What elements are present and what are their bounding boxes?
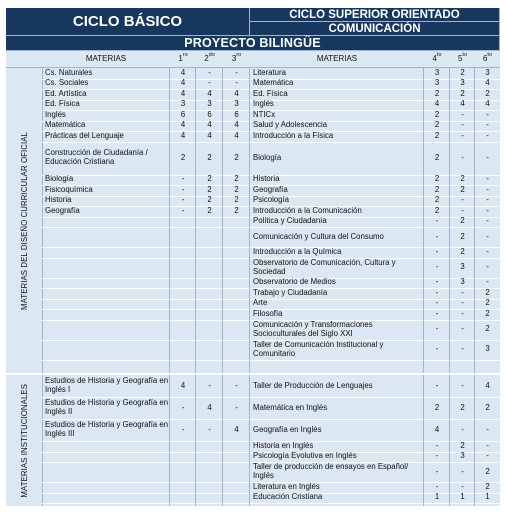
hours-cell: - bbox=[435, 481, 439, 491]
hours-cell bbox=[223, 217, 250, 228]
hours-cell: 2 bbox=[485, 308, 490, 318]
subject-cell bbox=[42, 452, 170, 463]
subject-cell: Construcción de Ciudadanía / Educación Cristiana bbox=[45, 148, 148, 166]
hours-cell: 2 bbox=[485, 481, 490, 491]
hours-cell: 2 bbox=[485, 402, 490, 412]
hours-cell: 4 bbox=[485, 78, 490, 88]
hours-cell bbox=[223, 340, 250, 360]
hours-cell bbox=[196, 309, 223, 320]
hours-cell: - bbox=[435, 440, 439, 450]
hours-cell: 2 bbox=[434, 205, 440, 215]
hours-cell: - bbox=[461, 380, 464, 390]
hours-cell bbox=[223, 493, 250, 504]
hours-cell: 2 bbox=[207, 195, 212, 205]
hours-cell: 4 bbox=[485, 99, 490, 109]
table-row bbox=[42, 142, 500, 176]
hours-cell: 2 bbox=[485, 324, 490, 334]
hours-cell: - bbox=[461, 120, 464, 130]
hours-cell: 2 bbox=[434, 109, 440, 119]
subject-cell: Taller de Comunicación Institucional y Comunitario bbox=[253, 339, 384, 358]
hours-cell: 4 bbox=[434, 99, 440, 109]
hours-cell: 2 bbox=[434, 184, 440, 194]
hours-cell: - bbox=[435, 216, 439, 226]
hours-cell: - bbox=[461, 205, 464, 215]
subject-cell: Geografía bbox=[253, 184, 288, 194]
hours-cell: - bbox=[435, 451, 439, 461]
hours-cell: 2 bbox=[460, 231, 465, 241]
hours-cell: - bbox=[235, 380, 238, 390]
hours-cell: - bbox=[208, 424, 211, 434]
hours-cell: 2 bbox=[207, 174, 212, 184]
hours-cell: - bbox=[435, 324, 439, 334]
table-row bbox=[42, 375, 500, 398]
column-divider bbox=[423, 375, 424, 506]
hours-cell: - bbox=[486, 130, 489, 140]
hours-cell: 4 bbox=[180, 130, 186, 140]
hours-cell: 3 bbox=[207, 99, 212, 109]
oficial-rows bbox=[42, 68, 500, 373]
hours-cell: 2 bbox=[460, 216, 465, 226]
hours-cell: 2 bbox=[207, 184, 212, 194]
hours-cell bbox=[170, 482, 196, 493]
subject-cell bbox=[42, 462, 170, 482]
hours-cell: - bbox=[461, 308, 464, 318]
subject-cell: Geografía bbox=[45, 205, 80, 215]
hours-cell bbox=[170, 320, 196, 340]
hours-cell: 4 bbox=[180, 78, 186, 88]
hours-cell: 1 bbox=[460, 492, 465, 502]
hours-cell: 2 bbox=[207, 152, 212, 162]
column-divider bbox=[474, 375, 475, 506]
hours-cell: - bbox=[461, 109, 464, 119]
hours-cell: - bbox=[486, 120, 489, 130]
hours-cell: 6 bbox=[234, 109, 239, 119]
column-divider bbox=[169, 375, 170, 506]
subject-cell: Observatorio de Comunicación, Cultura y Sociedad bbox=[253, 257, 396, 276]
hours-cell: 2 bbox=[234, 184, 239, 194]
hours-cell: - bbox=[486, 277, 489, 287]
hours-cell: - bbox=[181, 174, 185, 184]
col-year-2: $2^{do}$ bbox=[204, 52, 215, 63]
orientacion-header: COMUNICACIÓN bbox=[250, 22, 500, 36]
subject-cell: Taller de producción de ensayos en Español/ Inglés bbox=[253, 462, 409, 480]
hours-cell: - bbox=[486, 109, 489, 119]
hours-cell: 3 bbox=[485, 67, 490, 77]
hours-cell: 2 bbox=[434, 174, 440, 184]
hours-cell bbox=[223, 482, 250, 493]
hours-cell bbox=[196, 462, 223, 482]
hours-cell: - bbox=[486, 216, 489, 226]
subject-cell: Psicología Evolutiva en Inglés bbox=[253, 451, 357, 461]
subject-cell: Salud y Adolescencia bbox=[253, 120, 328, 130]
hours-cell: - bbox=[435, 262, 439, 272]
hours-cell: 4 bbox=[434, 424, 440, 434]
col-year-3: $3^{ro}$ bbox=[231, 52, 242, 63]
hours-cell: 4 bbox=[180, 88, 186, 98]
hours-cell: 3 bbox=[180, 99, 186, 109]
hours-cell: 3 bbox=[485, 344, 490, 354]
hours-cell: - bbox=[181, 195, 185, 205]
hours-cell bbox=[196, 441, 223, 452]
hours-cell: 3 bbox=[460, 78, 465, 88]
hours-cell: 2 bbox=[485, 287, 490, 297]
hours-cell: 3 bbox=[460, 451, 465, 461]
subject-cell: Trabajo y Ciudadanía bbox=[253, 287, 328, 297]
hours-cell bbox=[196, 258, 223, 278]
subject-cell bbox=[42, 309, 170, 320]
hours-cell bbox=[196, 288, 223, 299]
column-divider bbox=[474, 68, 475, 373]
hours-cell: - bbox=[435, 287, 439, 297]
hours-cell bbox=[196, 227, 223, 247]
ciclo-basico-header: CICLO BÁSICO bbox=[6, 8, 250, 36]
hours-cell bbox=[196, 482, 223, 493]
hours-cell: 2 bbox=[180, 152, 186, 162]
subject-cell: Comunicación y Transformaciones Socioculturales del Siglo XXI bbox=[253, 319, 373, 338]
subject-cell: Cs. Naturales bbox=[45, 67, 93, 77]
hours-cell: - bbox=[435, 380, 439, 390]
subject-cell: Ed. Artística bbox=[45, 88, 87, 98]
hours-cell: 4 bbox=[180, 380, 186, 390]
hours-cell: 2 bbox=[234, 195, 239, 205]
hours-cell: 4 bbox=[234, 120, 239, 130]
subject-cell: Biología bbox=[253, 152, 282, 162]
column-divider bbox=[423, 68, 424, 373]
column-divider bbox=[195, 68, 196, 373]
subject-cell: Política y Ciudadanía bbox=[253, 216, 327, 226]
column-divider bbox=[169, 68, 170, 373]
hours-cell bbox=[170, 462, 196, 482]
hours-cell: 2 bbox=[434, 130, 440, 140]
hours-cell: - bbox=[486, 424, 489, 434]
hours-cell: 4 bbox=[207, 130, 212, 140]
subject-cell: Inglés bbox=[253, 99, 274, 109]
oficial-section bbox=[6, 68, 500, 373]
hours-cell bbox=[196, 247, 223, 258]
hours-cell: - bbox=[486, 184, 489, 194]
col-materias-left: MATERIAS bbox=[85, 54, 127, 63]
hours-cell: - bbox=[461, 324, 464, 334]
column-divider bbox=[222, 375, 223, 506]
subject-cell: Comunicación y Cultura del Consumo bbox=[253, 231, 384, 241]
hours-cell: 2 bbox=[434, 120, 440, 130]
hours-cell bbox=[223, 278, 250, 289]
header-band bbox=[6, 8, 500, 36]
subject-cell: NTICx bbox=[253, 109, 276, 119]
subject-cell bbox=[42, 441, 170, 452]
col-materias-right: MATERIAS bbox=[316, 54, 358, 63]
subject-cell: Introducción a la Comunicación bbox=[253, 205, 362, 215]
subject-cell: Introducción a la Física bbox=[253, 130, 334, 140]
column-divider bbox=[449, 68, 450, 373]
hours-cell: - bbox=[181, 205, 185, 215]
hours-cell: - bbox=[461, 481, 464, 491]
hours-cell bbox=[170, 299, 196, 310]
subject-cell: Observatorio de Medios bbox=[253, 277, 336, 287]
subject-cell: Biología bbox=[45, 174, 74, 184]
institucionales-rows bbox=[42, 375, 500, 506]
hours-cell: - bbox=[486, 152, 489, 162]
hours-cell: 3 bbox=[460, 262, 465, 272]
subject-cell: Ed. Física bbox=[45, 99, 80, 109]
subject-cell bbox=[42, 340, 170, 360]
hours-cell: - bbox=[461, 195, 464, 205]
subject-cell: Introducción a la Química bbox=[253, 246, 342, 256]
hours-cell: 4 bbox=[460, 99, 465, 109]
hours-cell: - bbox=[461, 344, 464, 354]
subject-cell: Matemática en Inglés bbox=[253, 402, 328, 412]
table-row bbox=[42, 320, 500, 341]
subject-cell: Psicología bbox=[253, 195, 289, 205]
hours-cell bbox=[223, 247, 250, 258]
hours-cell bbox=[170, 247, 196, 258]
hours-cell: 2 bbox=[485, 88, 490, 98]
hours-cell bbox=[223, 441, 250, 452]
hours-cell: - bbox=[461, 424, 464, 434]
hours-cell: 4 bbox=[234, 130, 239, 140]
hours-cell: 1 bbox=[434, 492, 440, 502]
col-year-5: $5^{to}$ bbox=[457, 52, 468, 63]
table-row bbox=[42, 493, 500, 505]
hours-cell bbox=[170, 441, 196, 452]
hours-cell: - bbox=[235, 402, 238, 412]
hours-cell: - bbox=[486, 205, 489, 215]
subject-cell: Historia bbox=[45, 195, 72, 205]
subject-cell: Matemática bbox=[253, 78, 294, 88]
hours-cell: 2 bbox=[207, 205, 212, 215]
subject-cell: Educación Cristiana bbox=[253, 492, 323, 502]
hours-cell: 3 bbox=[234, 99, 239, 109]
subject-cell: Estudios de Historia y Geografía en Inglés I bbox=[45, 376, 169, 394]
subject-cell bbox=[42, 227, 170, 247]
hours-cell: 2 bbox=[460, 246, 465, 256]
table-row bbox=[42, 462, 500, 483]
proyecto-bilingue-header: PROYECTO BILINGÜE bbox=[6, 36, 500, 51]
column-divider bbox=[249, 68, 250, 373]
hours-cell: 2 bbox=[434, 195, 440, 205]
hours-cell: 3 bbox=[434, 67, 440, 77]
subject-cell bbox=[42, 217, 170, 228]
hours-cell bbox=[170, 227, 196, 247]
hours-cell: - bbox=[235, 67, 238, 77]
hours-cell bbox=[196, 340, 223, 360]
hours-cell: - bbox=[208, 67, 211, 77]
hours-cell: - bbox=[435, 466, 439, 476]
hours-cell: - bbox=[435, 277, 439, 287]
oficial-section-label: MATERIAS DEL DISEÑO CURRICULAR OFICIAL bbox=[6, 68, 43, 373]
hours-cell: - bbox=[461, 287, 464, 297]
hours-cell bbox=[170, 452, 196, 463]
hours-cell: 2 bbox=[460, 440, 465, 450]
subject-cell: Historia bbox=[253, 174, 280, 184]
hours-cell: - bbox=[435, 308, 439, 318]
hours-cell: 4 bbox=[485, 380, 490, 390]
hours-cell: - bbox=[461, 130, 464, 140]
subject-cell bbox=[42, 482, 170, 493]
hours-cell bbox=[170, 217, 196, 228]
hours-cell: 4 bbox=[207, 120, 212, 130]
hours-cell: 2 bbox=[460, 67, 465, 77]
institucionales-section-label: MATERIAS INSTITUCIONALES bbox=[6, 375, 43, 506]
hours-cell: 4 bbox=[234, 88, 239, 98]
subject-cell: Historia en Inglés bbox=[253, 440, 314, 450]
hours-cell: - bbox=[181, 424, 185, 434]
table-row bbox=[42, 419, 500, 442]
hours-cell: 4 bbox=[180, 67, 186, 77]
hours-cell: - bbox=[208, 380, 211, 390]
hours-cell bbox=[223, 452, 250, 463]
hours-cell bbox=[170, 258, 196, 278]
table-row bbox=[42, 340, 500, 361]
hours-cell: - bbox=[486, 262, 489, 272]
table-row bbox=[42, 397, 500, 420]
hours-cell: - bbox=[461, 298, 464, 308]
ciclo-superior-header: CICLO SUPERIOR ORIENTADO bbox=[250, 8, 500, 22]
hours-cell: 2 bbox=[234, 152, 239, 162]
hours-cell bbox=[223, 320, 250, 340]
hours-cell bbox=[223, 299, 250, 310]
hours-cell: 2 bbox=[460, 184, 465, 194]
subject-cell: Inglés bbox=[45, 109, 66, 119]
hours-cell: - bbox=[435, 231, 439, 241]
hours-cell bbox=[196, 320, 223, 340]
subject-cell bbox=[42, 288, 170, 299]
subject-cell: Literatura bbox=[253, 67, 286, 77]
column-divider bbox=[222, 68, 223, 373]
hours-cell: - bbox=[486, 440, 489, 450]
hours-cell bbox=[223, 258, 250, 278]
hours-cell bbox=[170, 278, 196, 289]
subject-cell: Prácticas del Lenguaje bbox=[45, 130, 124, 140]
subject-cell: Estudios de Historia y Geografía en Inglés III bbox=[45, 420, 169, 438]
hours-cell: - bbox=[461, 152, 464, 162]
institucionales-section bbox=[6, 375, 500, 506]
hours-cell bbox=[170, 493, 196, 504]
hours-cell: - bbox=[235, 78, 238, 88]
subject-cell bbox=[42, 320, 170, 340]
hours-cell bbox=[196, 452, 223, 463]
hours-cell: - bbox=[181, 184, 185, 194]
subject-cell: Geografía en Inglés bbox=[253, 424, 322, 434]
hours-cell: - bbox=[435, 298, 439, 308]
col-year-6: $6^{to}$ bbox=[482, 52, 493, 63]
table-row bbox=[42, 227, 500, 248]
hours-cell: - bbox=[435, 246, 439, 256]
hours-cell: 4 bbox=[207, 402, 212, 412]
column-headers bbox=[6, 51, 500, 68]
subject-cell: Matemática bbox=[45, 120, 86, 130]
subject-cell bbox=[42, 299, 170, 310]
subject-cell: Arte bbox=[253, 298, 268, 308]
hours-cell: 2 bbox=[485, 298, 490, 308]
hours-cell: 2 bbox=[234, 205, 239, 215]
hours-cell: - bbox=[486, 174, 489, 184]
hours-cell: 4 bbox=[180, 120, 186, 130]
hours-cell: 2 bbox=[460, 174, 465, 184]
hours-cell: 4 bbox=[207, 88, 212, 98]
hours-cell bbox=[170, 288, 196, 299]
hours-cell: - bbox=[435, 344, 439, 354]
hours-cell: - bbox=[461, 466, 464, 476]
proyecto-band bbox=[6, 36, 500, 51]
hours-cell bbox=[223, 309, 250, 320]
hours-cell: 3 bbox=[434, 78, 440, 88]
hours-cell bbox=[223, 288, 250, 299]
hours-cell: 2 bbox=[434, 402, 440, 412]
hours-cell: - bbox=[486, 451, 489, 461]
hours-cell: - bbox=[486, 231, 489, 241]
subject-cell: Filosofía bbox=[253, 308, 283, 318]
hours-cell bbox=[223, 462, 250, 482]
hours-cell: - bbox=[208, 78, 211, 88]
column-divider bbox=[449, 375, 450, 506]
hours-cell: 1 bbox=[485, 492, 490, 502]
hours-cell: 2 bbox=[460, 88, 465, 98]
hours-cell: 2 bbox=[434, 88, 440, 98]
hours-cell: - bbox=[181, 402, 185, 412]
hours-cell: - bbox=[486, 195, 489, 205]
subject-cell: Literatura en Inglés bbox=[253, 481, 320, 491]
hours-cell: 6 bbox=[180, 109, 186, 119]
hours-cell bbox=[196, 493, 223, 504]
hours-cell: 2 bbox=[434, 152, 440, 162]
hours-cell: 6 bbox=[207, 109, 212, 119]
hours-cell bbox=[170, 309, 196, 320]
column-divider bbox=[249, 375, 250, 506]
subject-cell bbox=[42, 258, 170, 278]
col-year-1: $1^{ro}$ bbox=[178, 52, 188, 63]
hours-cell bbox=[223, 227, 250, 247]
hours-cell bbox=[170, 340, 196, 360]
subject-cell: Taller de Producción de Lenguajes bbox=[253, 380, 373, 390]
hours-cell: 4 bbox=[234, 424, 239, 434]
hours-cell bbox=[196, 278, 223, 289]
hours-cell bbox=[196, 217, 223, 228]
hours-cell: 3 bbox=[460, 277, 465, 287]
hours-cell: 2 bbox=[460, 402, 465, 412]
col-year-4: $4^{to}$ bbox=[432, 52, 442, 63]
hours-cell: - bbox=[486, 246, 489, 256]
hours-cell bbox=[196, 299, 223, 310]
subject-cell bbox=[42, 493, 170, 504]
subject-cell: Cs. Sociales bbox=[45, 78, 89, 88]
table-row bbox=[42, 258, 500, 279]
hours-cell: 2 bbox=[234, 174, 239, 184]
subject-cell: Ed. Física bbox=[253, 88, 288, 98]
subject-cell: Fisicoquímica bbox=[45, 184, 93, 194]
subject-cell bbox=[42, 247, 170, 258]
subject-cell bbox=[42, 278, 170, 289]
hours-cell: 2 bbox=[485, 466, 490, 476]
column-divider bbox=[195, 375, 196, 506]
subject-cell: Estudios de Historia y Geografía en Inglés II bbox=[45, 398, 169, 416]
